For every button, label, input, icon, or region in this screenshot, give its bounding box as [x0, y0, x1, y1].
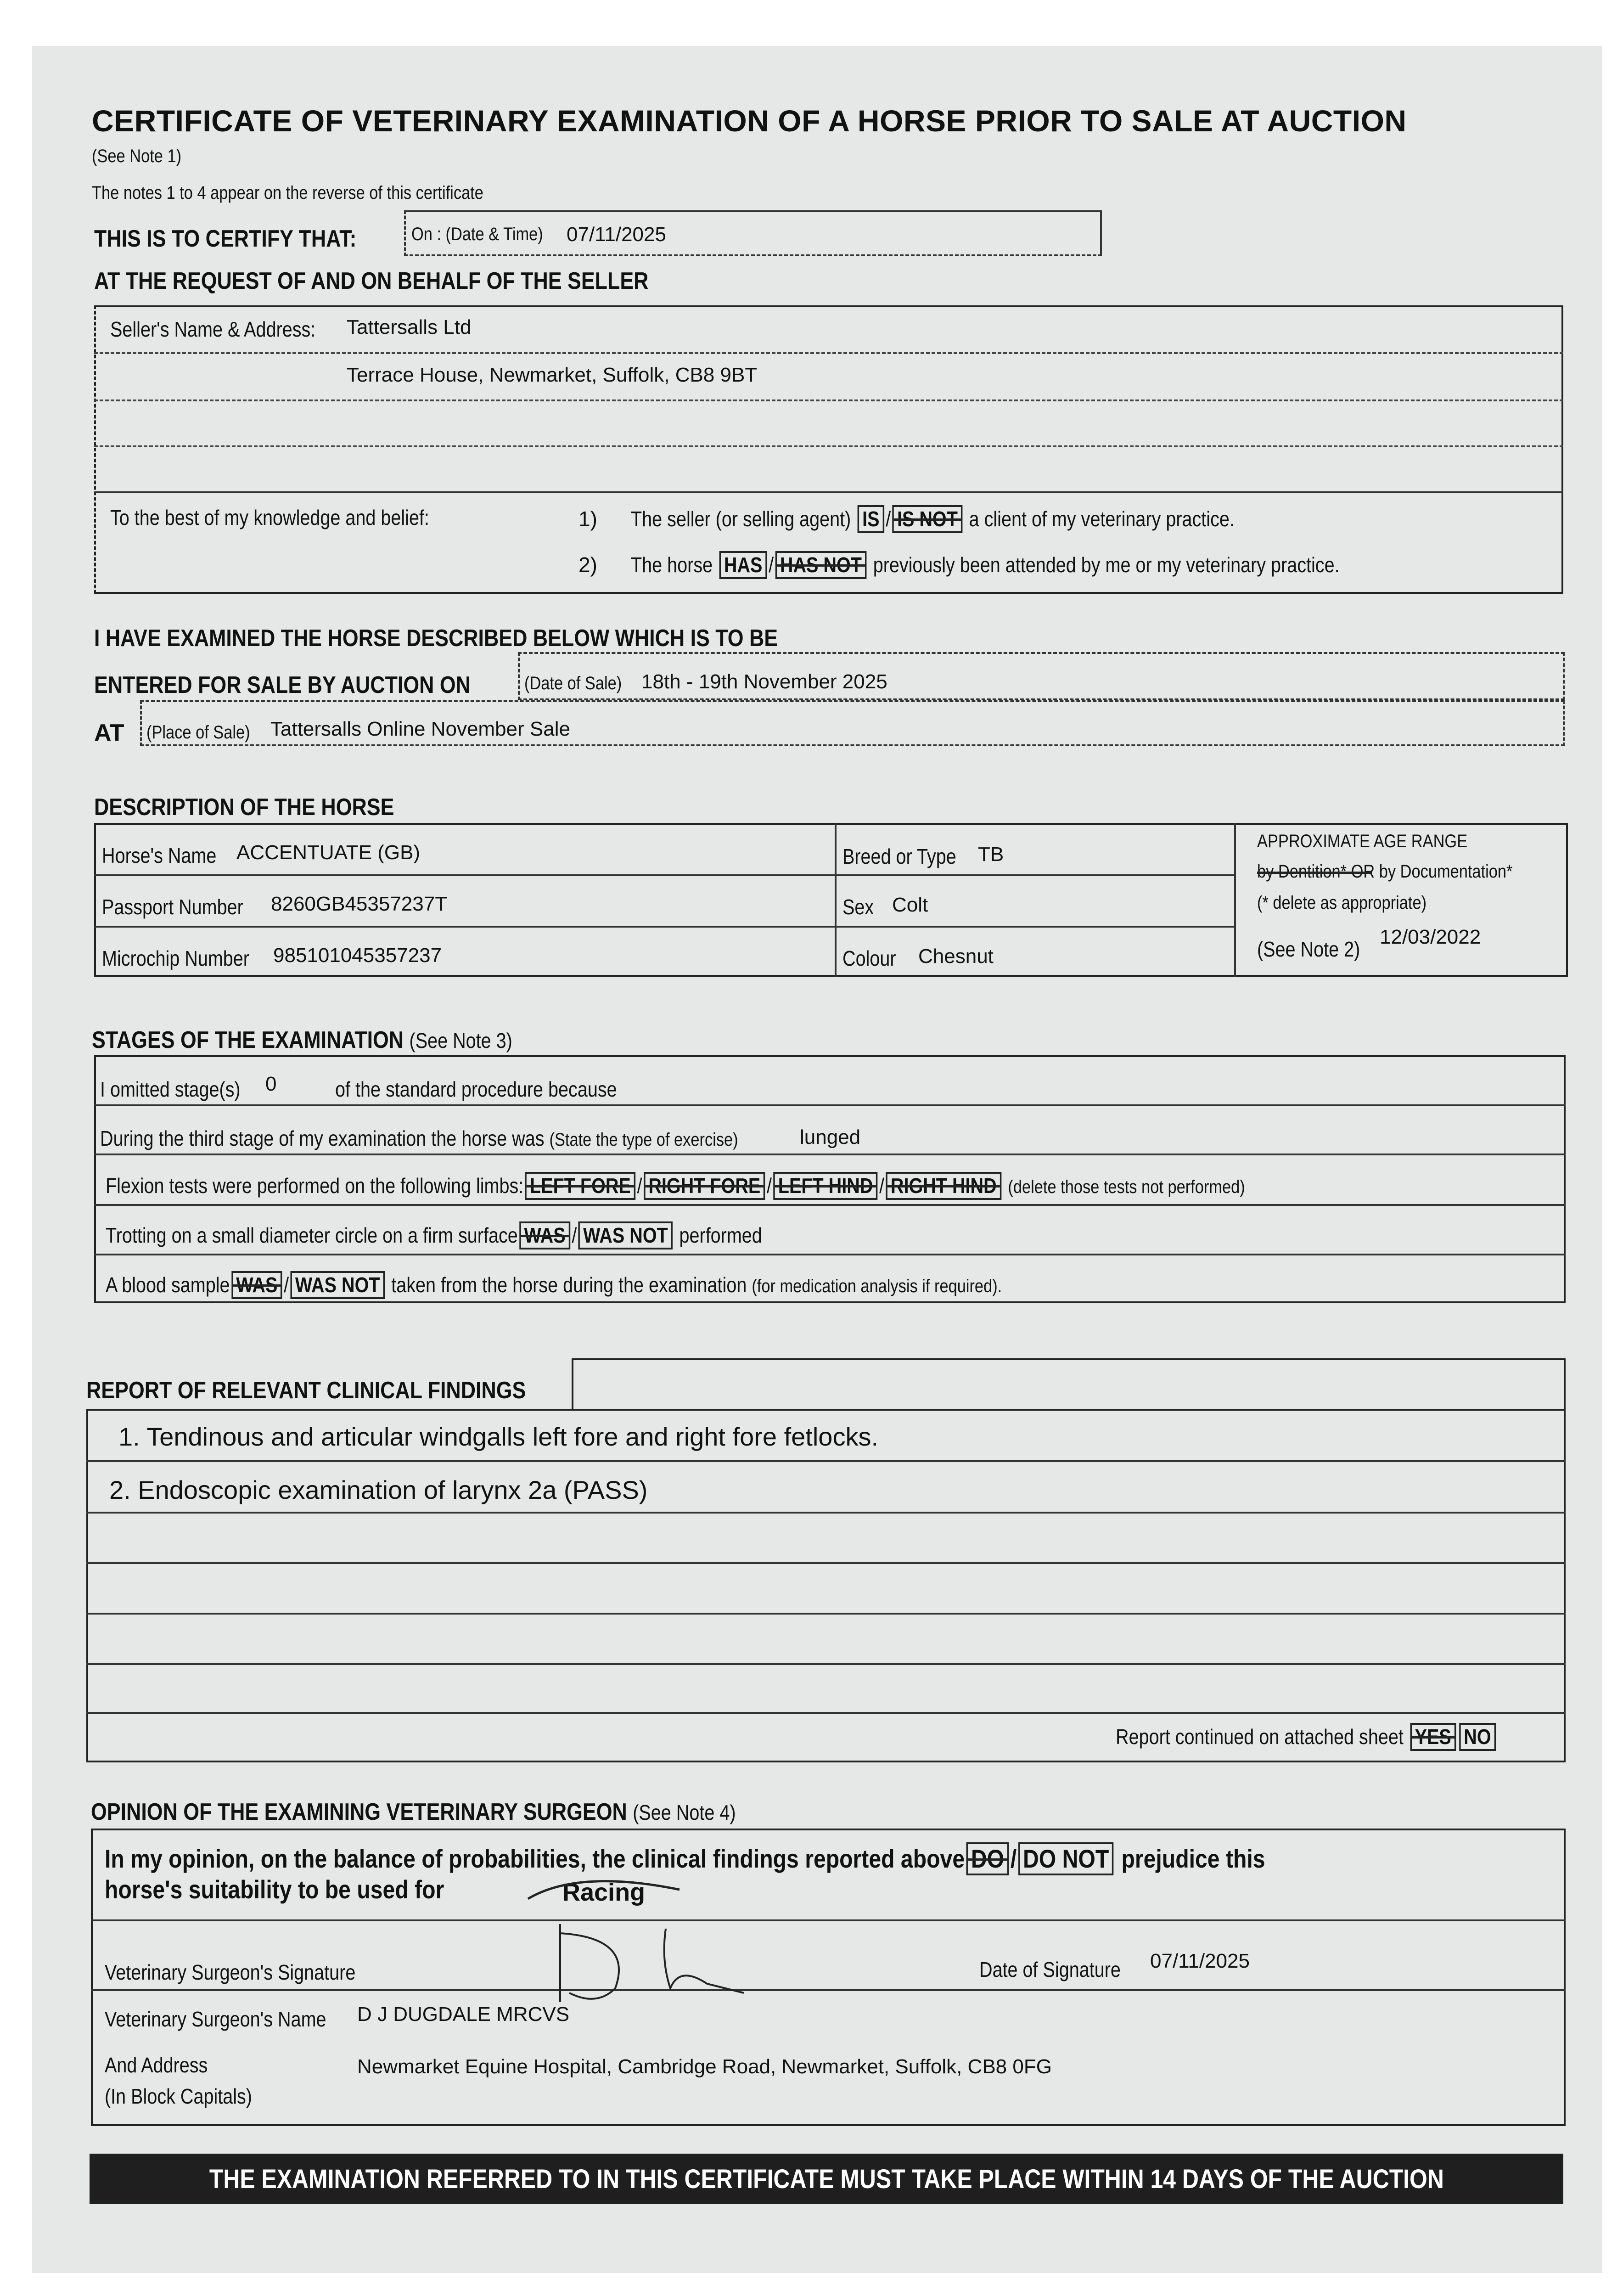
- vet-name: D J DUGDALE MRCVS: [357, 2003, 570, 2026]
- belief-item-2: 2) The horse HAS / HAS NOT previously been attended by me or my veterinary practice.: [578, 551, 1455, 579]
- is-not-option-struck: IS NOT: [892, 505, 962, 533]
- blood-sample-row: A blood sample WAS / WAS NOT taken from the horse during the examination (for medication analysis if required).: [106, 1271, 1148, 1299]
- on-label: On : (Date & Time): [411, 224, 543, 244]
- request-label: AT THE REQUEST OF AND ON BEHALF OF THE SELLER: [94, 268, 649, 294]
- sale-place-value: Tattersalls Online November Sale: [270, 718, 570, 740]
- microchip-label: Microchip Number: [102, 946, 249, 970]
- at-label: AT: [94, 720, 124, 746]
- sex-label: Sex: [842, 895, 874, 919]
- age-see-note: (See Note 2): [1257, 937, 1360, 961]
- report-title-box: [572, 1358, 1566, 1410]
- left-hind-struck: LEFT HIND: [773, 1172, 877, 1200]
- opinion-section-title: OPINION OF THE EXAMINING VETERINARY SURGEON (See Note 4): [91, 1799, 736, 1825]
- age-range-title: APPROXIMATE AGE RANGE: [1257, 831, 1468, 851]
- omitted-tail: of the standard procedure because: [335, 1077, 617, 1101]
- colour-value: Chesnut: [918, 945, 994, 968]
- vet-address-label-2: (In Block Capitals): [105, 2084, 252, 2108]
- sale-date-value: 18th - 19th November 2025: [641, 670, 887, 693]
- horse-name-label: Horse's Name: [102, 844, 217, 867]
- seller-line-2: [94, 400, 1563, 401]
- flexion-row: Flexion tests were performed on the following limbs: LEFT FORE / RIGHT FORE / LEFT HIND / RIGHT HIND (delete those tests not performed): [106, 1172, 1431, 1200]
- stages-section-title: STAGES OF THE EXAMINATION (See Note 3): [92, 1027, 512, 1053]
- dentition-strikethrough: [1257, 872, 1372, 874]
- stages-row-1: [94, 1104, 1566, 1106]
- left-fore-struck: LEFT FORE: [525, 1172, 635, 1200]
- omitted-value: 0: [265, 1073, 277, 1095]
- horse-row-divider-2: [94, 926, 1235, 928]
- exam-date-value: 07/11/2025: [567, 223, 666, 246]
- stages-row-4: [94, 1254, 1566, 1255]
- seller-line-4: [94, 491, 1563, 493]
- microchip-number: 985101045357237: [273, 944, 442, 967]
- use-arrow-mark: [523, 1874, 689, 1910]
- seller-block: [94, 305, 1563, 594]
- horse-section-title: DESCRIPTION OF THE HORSE: [94, 794, 394, 821]
- horse-col-divider-1: [835, 823, 837, 977]
- has-option: HAS: [719, 551, 767, 579]
- sale-place-label: (Place of Sale): [146, 722, 250, 743]
- passport-label: Passport Number: [102, 895, 243, 919]
- age-range-method: by Dentition* OR by Documentation*: [1257, 861, 1513, 882]
- exam-date-field[interactable]: [404, 210, 1102, 256]
- entered-label: ENTERED FOR SALE BY AUCTION ON: [94, 672, 471, 698]
- date-of-birth: 12/03/2022: [1380, 926, 1481, 948]
- is-option: IS: [857, 505, 884, 533]
- right-hind-struck: RIGHT HIND: [886, 1172, 1001, 1200]
- do-not-option: DO NOT: [1018, 1842, 1114, 1875]
- opinion-line-2: [91, 1989, 1566, 1991]
- report-section-title: REPORT OF RELEVANT CLINICAL FINDINGS: [86, 1377, 526, 1404]
- has-not-option-struck: HAS NOT: [775, 551, 866, 579]
- right-fore-struck: RIGHT FORE: [644, 1172, 765, 1200]
- third-stage-label: During the third stage of my examination the horse was (State the type of exercise): [100, 1126, 738, 1150]
- third-stage-exercise: lunged: [800, 1126, 861, 1148]
- omitted-label: I omitted stage(s): [100, 1077, 241, 1101]
- sex-value: Colt: [892, 894, 928, 916]
- stages-row-2: [94, 1154, 1566, 1155]
- do-option-struck: DO: [966, 1842, 1009, 1875]
- report-line-1: [86, 1460, 1566, 1462]
- report-line-3: [86, 1562, 1566, 1564]
- report-line-6: [86, 1712, 1566, 1714]
- report-line-4: [86, 1613, 1566, 1615]
- belief-item-1: 1) The seller (or selling agent) IS / IS NOT a client of my veterinary practice.: [578, 505, 1333, 533]
- finding-1: 1. Tendinous and articular windgalls left fore and right fore fetlocks.: [118, 1422, 879, 1451]
- belief-label: To the best of my knowledge and belief:: [110, 506, 429, 529]
- vet-address-label-1: And Address: [105, 2053, 208, 2077]
- blood-was-not: WAS NOT: [291, 1271, 385, 1299]
- seller-line-3: [94, 445, 1563, 447]
- blood-was-struck: WAS: [231, 1271, 282, 1299]
- certificate-title: CERTIFICATE OF VETERINARY EXAMINATION OF A HORSE PRIOR TO SALE AT AUCTION: [92, 104, 1407, 138]
- opinion-line-1: [91, 1919, 1566, 1921]
- report-continued: Report continued on attached sheet YES NO: [1116, 1723, 1560, 1751]
- signature-scribble: [542, 1919, 753, 2007]
- opinion-statement-line-2: horse's suitability to be used for: [105, 1875, 444, 1904]
- seller-address: Terrace House, Newmarket, Suffolk, CB8 9BT: [347, 364, 758, 386]
- certify-label: THIS IS TO CERTIFY THAT:: [94, 225, 357, 252]
- horse-col-divider-2: [1234, 823, 1236, 977]
- colour-label: Colour: [842, 946, 896, 970]
- report-line-5: [86, 1663, 1566, 1665]
- opinion-statement-line-1: In my opinion, on the balance of probabilities, the clinical findings reported above DO / DO NOT prejudice this: [105, 1842, 1454, 1875]
- trotting-row: Trotting on a small diameter circle on a firm surface WAS / WAS NOT performed: [106, 1221, 869, 1249]
- continued-no: NO: [1459, 1723, 1496, 1751]
- breed-value: TB: [978, 843, 1004, 866]
- vet-name-label: Veterinary Surgeon's Name: [105, 2007, 326, 2031]
- examined-label: I HAVE EXAMINED THE HORSE DESCRIBED BELOW WHICH IS TO BE: [94, 625, 778, 652]
- seller-name: Tattersalls Ltd: [347, 316, 472, 338]
- age-delete-note: (* delete as appropriate): [1257, 893, 1427, 913]
- signature-label: Veterinary Surgeon's Signature: [105, 1960, 356, 1984]
- breed-label: Breed or Type: [842, 844, 956, 868]
- horse-name: ACCENTUATE (GB): [236, 841, 421, 864]
- seller-name-label: Seller's Name & Address:: [110, 317, 316, 341]
- footer-banner: THE EXAMINATION REFERRED TO IN THIS CERTIFICATE MUST TAKE PLACE WITHIN 14 DAYS OF THE AUCTION: [90, 2154, 1563, 2204]
- sale-date-field[interactable]: [518, 652, 1565, 700]
- trot-was-not: WAS NOT: [578, 1221, 673, 1249]
- stages-row-3: [94, 1204, 1566, 1206]
- trot-was-struck: WAS: [519, 1221, 570, 1249]
- see-note-1: (See Note 1): [92, 146, 182, 166]
- notes-line: The notes 1 to 4 appear on the reverse of this certificate: [92, 183, 483, 203]
- vet-address: Newmarket Equine Hospital, Cambridge Road, Newmarket, Suffolk, CB8 0FG: [357, 2055, 1052, 2078]
- date-of-signature: 07/11/2025: [1150, 1950, 1250, 1972]
- finding-2: 2. Endoscopic examination of larynx 2a (PASS): [109, 1475, 648, 1504]
- report-line-2: [86, 1512, 1566, 1514]
- seller-line-1: [94, 352, 1563, 354]
- sale-date-label: (Date of Sale): [524, 673, 622, 693]
- sale-place-field[interactable]: [140, 700, 1565, 746]
- passport-number: 8260GB45357237T: [271, 893, 448, 915]
- date-of-signature-label: Date of Signature: [979, 1958, 1121, 1981]
- intended-use: Racing: [562, 1879, 646, 1906]
- continued-yes-struck: YES: [1410, 1723, 1456, 1751]
- horse-row-divider-1: [94, 874, 1235, 876]
